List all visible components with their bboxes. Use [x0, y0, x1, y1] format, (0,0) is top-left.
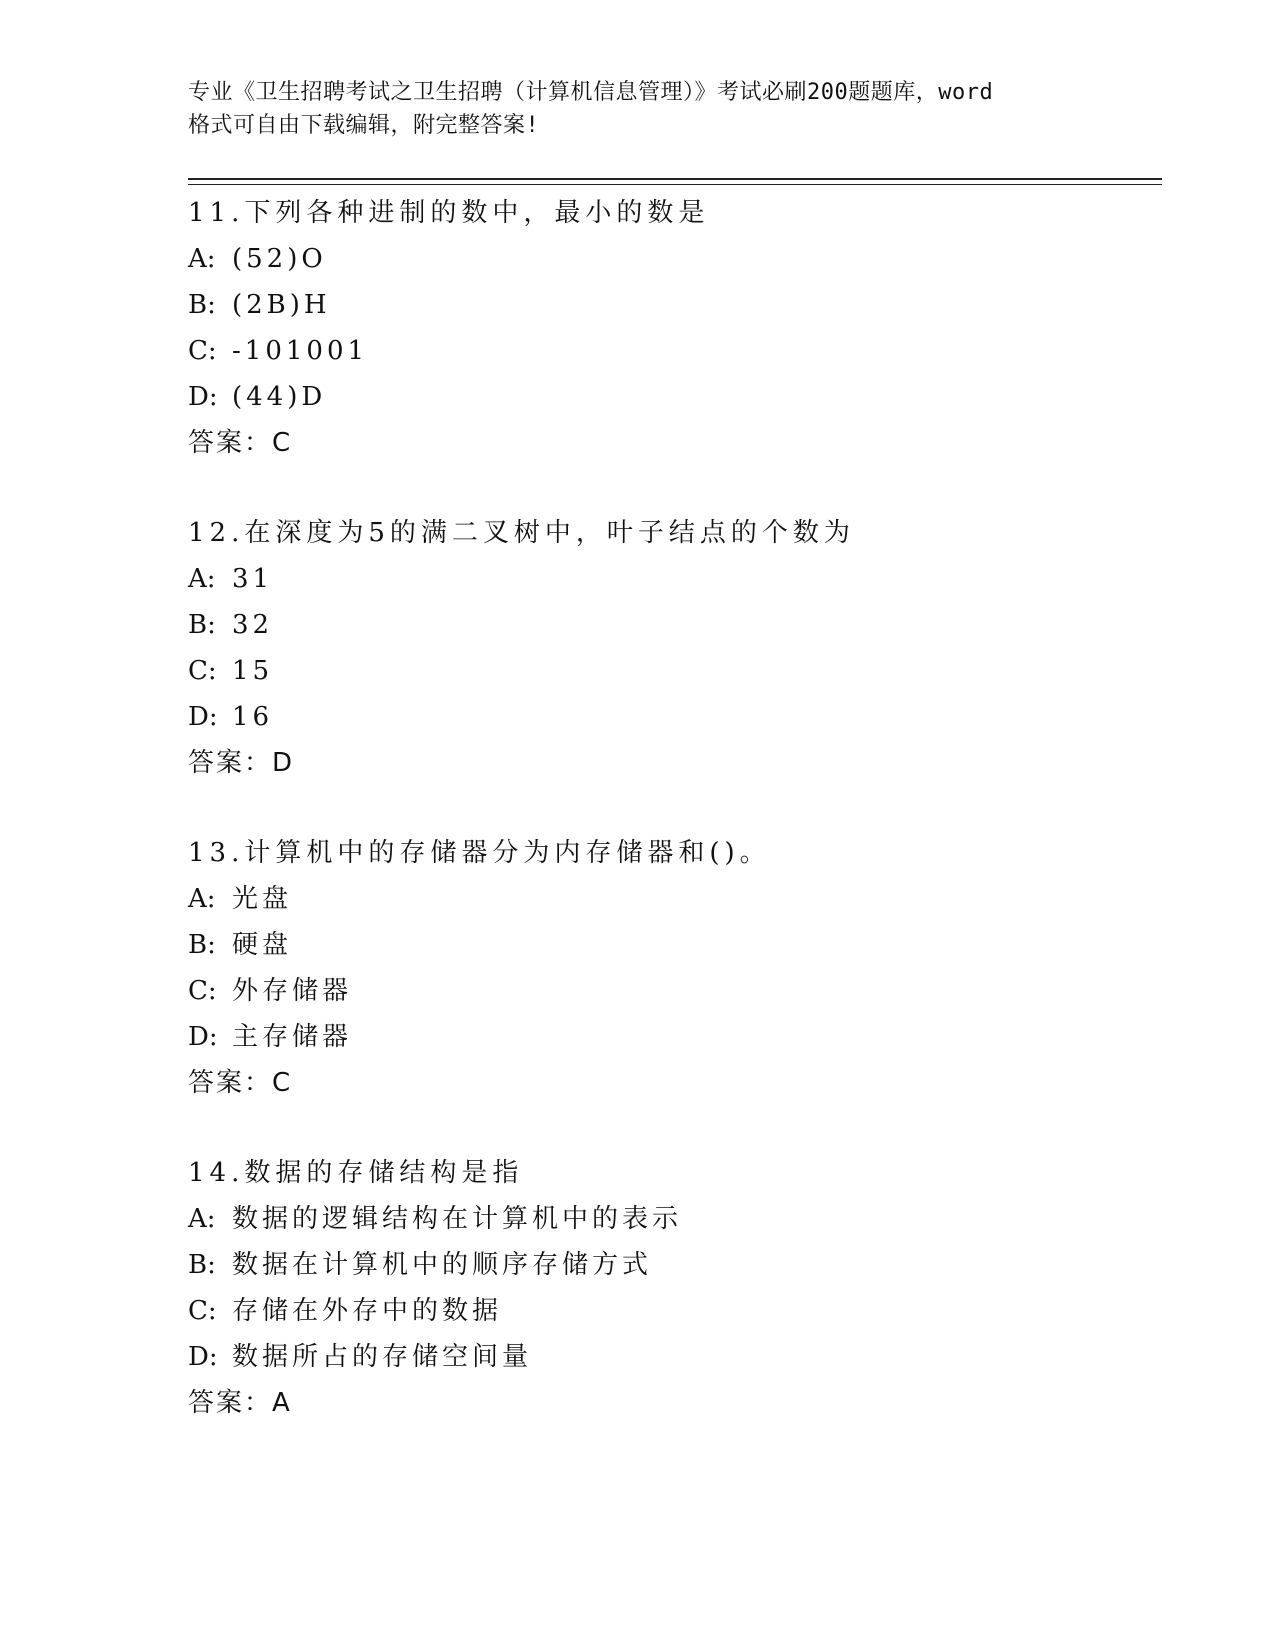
option-text: 31 [232, 564, 274, 594]
option-text: 15 [232, 656, 274, 686]
answer-line: 答案：A [188, 1388, 292, 1418]
option-c [188, 1288, 1162, 1334]
question-stem: 11.下列各种进制的数中，最小的数是 [188, 198, 710, 228]
header-title-line-1: 专业《卫生招聘考试之卫生招聘（计算机信息管理）》考试必刷200题题库，word [188, 80, 994, 105]
question-block [188, 190, 1162, 466]
header-divider-thick [188, 178, 1162, 180]
option-text: (52)O [232, 244, 327, 274]
option-key: A: [188, 564, 216, 594]
option-key: A: [188, 244, 216, 274]
option-d [188, 1014, 1162, 1060]
option-key: B: [188, 610, 216, 640]
header-title-line-2: 格式可自由下载编辑，附完整答案! [188, 113, 540, 138]
option-b [188, 602, 1162, 648]
option-text: 硬盘 [232, 930, 293, 960]
option-key: B: [188, 290, 216, 320]
option-c [188, 968, 1162, 1014]
option-text: 32 [232, 610, 274, 640]
option-key: A: [188, 884, 216, 914]
option-text: 存储在外存中的数据 [232, 1296, 503, 1326]
option-key: D: [188, 382, 218, 412]
option-key: C: [188, 656, 217, 686]
option-key: C: [188, 336, 217, 366]
question-stem: 12.在深度为5的满二叉树中，叶子结点的个数为 [188, 518, 855, 548]
option-a [188, 556, 1162, 602]
option-text: 光盘 [232, 884, 293, 914]
document-header [188, 76, 1088, 142]
question-block [188, 830, 1162, 1106]
option-a [188, 1196, 1162, 1242]
option-a [188, 236, 1162, 282]
option-b [188, 282, 1162, 328]
option-a [188, 876, 1162, 922]
option-text: 数据的逻辑结构在计算机中的表示 [232, 1204, 683, 1234]
option-text: 16 [232, 702, 274, 732]
option-key: B: [188, 1250, 216, 1280]
answer-line: 答案：D [188, 748, 295, 778]
option-text: 主存储器 [232, 1022, 353, 1052]
option-key: D: [188, 1342, 218, 1372]
option-key: B: [188, 930, 216, 960]
option-b [188, 922, 1162, 968]
option-b [188, 1242, 1162, 1288]
option-text: (2B)H [232, 290, 331, 320]
option-key: C: [188, 976, 217, 1006]
answer-line: 答案：C [188, 1068, 293, 1098]
option-key: A: [188, 1204, 216, 1234]
option-text: 数据在计算机中的顺序存储方式 [232, 1250, 653, 1280]
option-key: D: [188, 1022, 218, 1052]
question-stem: 13.计算机中的存储器分为内存储器和()。 [188, 838, 771, 868]
option-text: (44)D [232, 382, 327, 412]
answer-line: 答案：C [188, 428, 293, 458]
question-stem: 14.数据的存储结构是指 [188, 1158, 524, 1188]
option-d [188, 694, 1162, 740]
option-d [188, 374, 1162, 420]
option-c [188, 648, 1162, 694]
option-key: C: [188, 1296, 217, 1326]
question-block [188, 1150, 1162, 1426]
option-d [188, 1334, 1162, 1380]
question-block [188, 510, 1162, 786]
option-c [188, 328, 1162, 374]
option-key: D: [188, 702, 218, 732]
option-text: -101001 [232, 336, 369, 366]
option-text: 外存储器 [232, 976, 353, 1006]
option-text: 数据所占的存储空间量 [232, 1342, 533, 1372]
header-divider-thin [188, 184, 1162, 185]
